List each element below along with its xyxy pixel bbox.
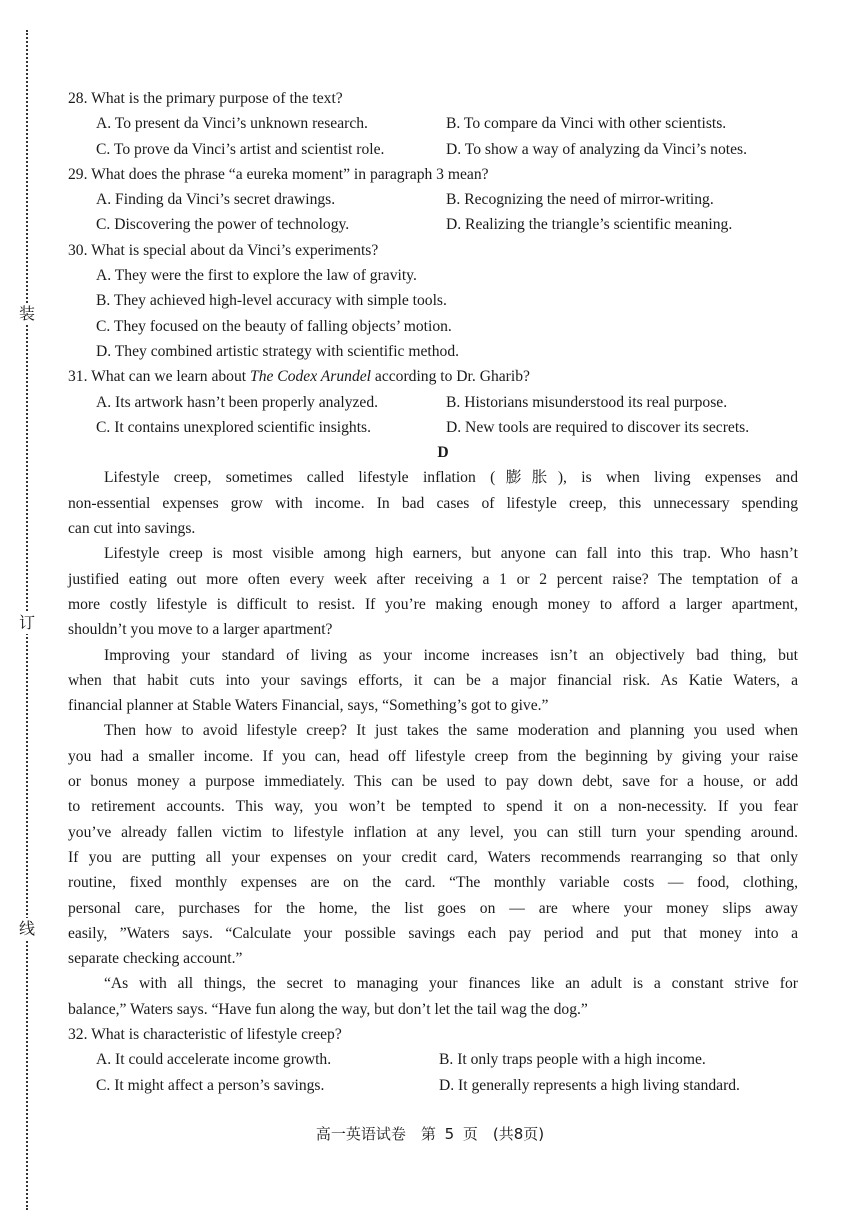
book-title: The Codex Arundel — [250, 368, 371, 386]
passage-line: balance,” Waters says. “Have fun along the way, but don’t let the tail wag the dog.” — [68, 1000, 588, 1018]
passage-line: routine, fixed monthly expenses are on the card. “The monthly variable costs — food, clothing, — [68, 874, 798, 892]
option-b: B. Historians misunderstood its real purpose. — [446, 393, 728, 411]
option-a: A. It could accelerate income growth. — [96, 1051, 332, 1069]
stem-prefix: 31. What can we learn about — [68, 368, 251, 386]
option-row — [68, 137, 798, 162]
passage-line: or bonus money a purpose immediately. This can be used to pay down debt, save for a house, or add — [68, 773, 798, 791]
option-d: D. New tools are required to discover its secrets. — [446, 418, 750, 436]
option-a: A. To present da Vinci’s unknown research. — [96, 115, 368, 133]
passage-line: when that habit cuts into your savings efforts, it can be a major financial risk. As Katie Waters, a — [68, 671, 798, 689]
option-row — [68, 212, 798, 237]
option-row — [68, 111, 798, 136]
option-a: A. Finding da Vinci’s secret drawings. — [96, 191, 336, 209]
option-d: D. Realizing the triangle’s scientific meaning. — [446, 216, 733, 234]
question-stem — [68, 364, 798, 389]
option-a: A. They were the first to explore the law of gravity. — [96, 267, 417, 285]
option-b: B. Recognizing the need of mirror-writing. — [446, 191, 714, 209]
passage-line: shouldn’t you move to a larger apartment? — [68, 621, 333, 639]
passage-line: justified eating out more often every week after receiving a 1 or 2 percent raise? The temptation of a — [68, 570, 798, 588]
passage-line: “As with all things, the secret to managing your finances like an adult is a constant strive for — [104, 975, 798, 993]
option-row — [68, 1073, 798, 1098]
option-c: C. They focused on the beauty of falling objects’ motion. — [96, 317, 452, 335]
passage-line: Lifestyle creep, sometimes called lifestyle inflation (膨胀), is when living expenses and — [104, 469, 798, 487]
passage-line: non-essential expenses grow with income. In bad cases of lifestyle creep, this unnecessary spending — [68, 494, 798, 512]
option-row — [68, 1047, 798, 1072]
option-row — [68, 390, 798, 415]
passage-line: easily, ”Waters says. “Calculate your possible savings each pay period and put that money into a — [68, 924, 798, 942]
passage-line: Then how to avoid lifestyle creep? It just takes the same moderation and planning you used when — [104, 722, 798, 740]
option-d: D. It generally represents a high living standard. — [439, 1076, 740, 1094]
option-b: B. To compare da Vinci with other scientists. — [446, 115, 727, 133]
option-a: A. Its artwork hasn’t been properly analyzed. — [96, 393, 379, 411]
section-letter: D — [437, 444, 449, 462]
passage-line: more costly lifestyle is difficult to resist. If you’re making enough money to afford a larger apartment, — [68, 595, 798, 613]
option-c: C. It might affect a person’s savings. — [96, 1076, 325, 1094]
option-d: D. To show a way of analyzing da Vinci’s notes. — [446, 140, 747, 158]
passage-line: you’ve already fallen victim to lifestyle inflation at any level, you can still turn your spending around. — [68, 823, 798, 841]
page-footer: 高一英语试卷 第 5 页 (共8页) — [315, 1125, 545, 1143]
question-stem: 28. What is the primary purpose of the text? — [68, 90, 343, 107]
passage-line: can cut into savings. — [68, 520, 196, 538]
passage-line: Lifestyle creep is most visible among high earners, but anyone can fall into this trap. Who hasn’t — [104, 545, 798, 563]
passage-line: Improving your standard of living as your income increases isn’t an objectively bad thing, but — [104, 646, 798, 664]
passage-line: to retirement accounts. This way, you won’t be tempted to spend it on a non-necessity. If you fear — [68, 798, 798, 816]
option-b: B. They achieved high-level accuracy with simple tools. — [96, 292, 447, 310]
question-stem: 30. What is special about da Vinci’s experiments? — [68, 241, 379, 259]
option-row — [68, 415, 798, 440]
binding-char-ding: 订 — [19, 613, 36, 632]
question-stem: 32. What is characteristic of lifestyle creep? — [68, 1025, 342, 1043]
stem-suffix: according to Dr. Gharib? — [371, 368, 530, 386]
passage-line: personal care, purchases for the home, the list goes on — are where your money slips away — [68, 899, 798, 917]
page-content — [68, 86, 798, 1098]
passage-line: you had a smaller income. If you can, head off lifestyle creep from the beginning by giving your raise — [68, 747, 798, 765]
option-c: C. To prove da Vinci’s artist and scientist role. — [96, 140, 385, 158]
passage-line: If you are putting all your expenses on your credit card, Waters recommends rearranging so that only — [68, 848, 798, 866]
question-stem: 29. What does the phrase “a eureka moment” in paragraph 3 mean? — [68, 165, 489, 183]
option-c: C. It contains unexplored scientific insights. — [96, 418, 372, 436]
option-c: C. Discovering the power of technology. — [96, 216, 350, 234]
option-d: D. They combined artistic strategy with scientific method. — [96, 342, 460, 360]
option-row — [68, 187, 798, 212]
passage-line: separate checking account.” — [68, 950, 243, 968]
passage-line: financial planner at Stable Waters Financial, says, “Something’s got to give.” — [68, 697, 549, 715]
binding-char-zhuang: 装 — [19, 304, 36, 323]
option-b: B. It only traps people with a high income. — [439, 1051, 706, 1069]
binding-char-xian: 线 — [19, 919, 36, 938]
